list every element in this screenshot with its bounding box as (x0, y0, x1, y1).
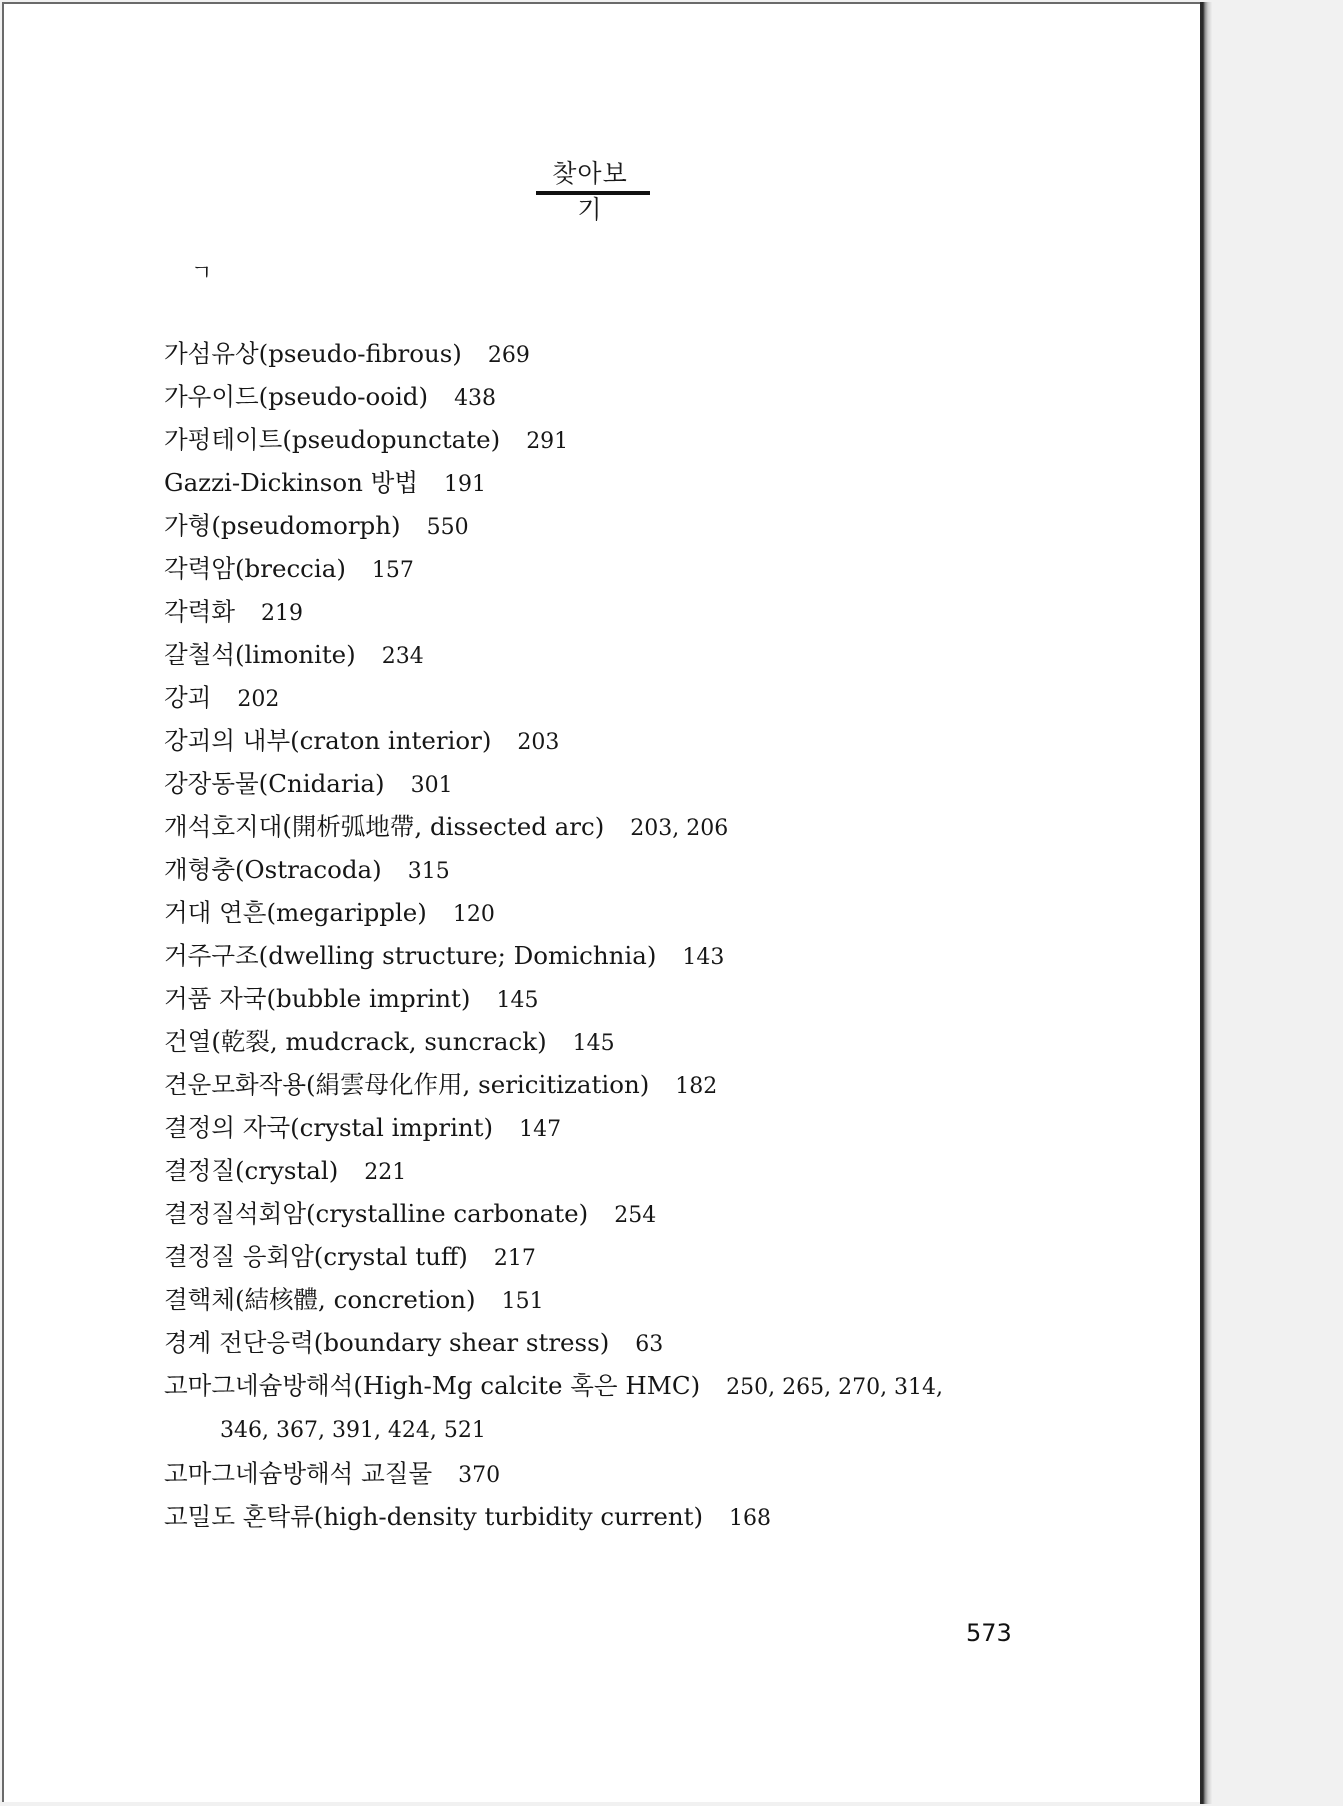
index-term: 개석호지대(開析弧地帶, dissected arc) (164, 812, 605, 841)
index-pages: 221 (364, 1160, 407, 1185)
index-pages: 219 (261, 601, 304, 626)
index-pages: 291 (526, 429, 569, 454)
index-term: 결정질(crystal) (164, 1156, 339, 1185)
index-term: 가섬유상(pseudo-fibrous) (164, 339, 462, 368)
index-pages: 438 (454, 386, 497, 411)
page-number: 573 (966, 1619, 1012, 1647)
index-entry (164, 1149, 1084, 1192)
index-pages: 269 (487, 343, 530, 368)
index-pages: 145 (572, 1031, 615, 1056)
index-entry (164, 590, 1084, 633)
index-pages: 315 (407, 859, 450, 884)
index-entry (164, 805, 1084, 848)
index-entry (164, 848, 1084, 891)
index-term: 결핵체(結核體, concretion) (164, 1285, 476, 1314)
page-title: 찾아보기 (552, 159, 628, 224)
index-term: 가우이드(pseudo-ooid) (164, 382, 429, 411)
index-pages: 168 (729, 1506, 772, 1531)
index-pages: 182 (675, 1074, 718, 1099)
index-pages: 203, 206 (630, 816, 729, 841)
index-pages: 151 (501, 1289, 544, 1314)
index-term: 거주구조(dwelling structure; Domichnia) (164, 941, 657, 970)
index-term: 고마그네슘방해석(High-Mg calcite 혹은 HMC) (164, 1371, 701, 1400)
index-term: 강괴의 내부(craton interior) (164, 726, 492, 755)
index-entry (164, 332, 1084, 375)
index-entry (164, 1063, 1084, 1106)
index-term: 개형충(Ostracoda) (164, 855, 382, 884)
index-pages-continued: 346, 367, 391, 424, 521 (220, 1418, 486, 1443)
index-term: 가펑테이트(pseudopunctate) (164, 425, 501, 454)
index-entry (164, 1106, 1084, 1149)
index-pages: 147 (519, 1117, 562, 1142)
index-term: 고밀도 혼탁류(high-density turbidity current) (164, 1502, 704, 1531)
index-term: 각력화 (164, 597, 236, 626)
index-entries (164, 332, 1084, 1538)
index-term: 경계 전단응력(boundary shear stress) (164, 1328, 610, 1357)
book-page (2, 2, 1200, 1802)
index-entry (164, 762, 1084, 805)
index-entry (164, 719, 1084, 762)
index-term: 강장동물(Cnidaria) (164, 769, 385, 798)
index-pages: 234 (381, 644, 424, 669)
index-entry (164, 1020, 1084, 1063)
index-entry (164, 1452, 1084, 1495)
index-entry (164, 1321, 1084, 1364)
index-term: 거품 자국(bubble imprint) (164, 984, 471, 1013)
index-entry (164, 676, 1084, 719)
index-entry (164, 633, 1084, 676)
index-pages: 301 (410, 773, 453, 798)
index-pages: 550 (426, 515, 469, 540)
index-term: Gazzi-Dickinson 방법 (164, 468, 418, 497)
index-pages: 157 (371, 558, 414, 583)
section-heading: ㄱ (191, 261, 213, 286)
index-entry (164, 547, 1084, 590)
index-term: 거대 연흔(megaripple) (164, 898, 427, 927)
index-term: 강괴 (164, 683, 212, 712)
index-term: 견운모화작용(絹雲母化作用, sericitization) (164, 1070, 650, 1099)
index-entry (164, 1495, 1084, 1538)
index-entry (164, 418, 1084, 461)
title-underline (536, 191, 650, 195)
index-entry (164, 891, 1084, 934)
index-term: 결정의 자국(crystal imprint) (164, 1113, 494, 1142)
index-entry (164, 504, 1084, 547)
index-term: 고마그네슘방해석 교질물 (164, 1459, 433, 1488)
index-entry (164, 375, 1084, 418)
index-term: 가형(pseudomorph) (164, 511, 401, 540)
index-term: 건열(乾裂, mudcrack, suncrack) (164, 1027, 547, 1056)
index-entry (164, 461, 1084, 504)
index-term: 갈철석(limonite) (164, 640, 356, 669)
index-pages: 250, 265, 270, 314, (726, 1375, 944, 1400)
index-entry (164, 1278, 1084, 1321)
index-entry (164, 1192, 1084, 1235)
index-entry (164, 1364, 1084, 1452)
index-pages: 120 (452, 902, 495, 927)
index-term: 결정질석회암(crystalline carbonate) (164, 1199, 589, 1228)
index-entry (164, 934, 1084, 977)
index-pages: 63 (635, 1332, 664, 1357)
index-pages: 202 (237, 687, 280, 712)
index-term: 결정질 응회암(crystal tuff) (164, 1242, 468, 1271)
index-pages: 203 (517, 730, 560, 755)
index-pages: 145 (496, 988, 539, 1013)
index-pages: 217 (493, 1246, 536, 1271)
index-entry (164, 977, 1084, 1020)
index-pages: 370 (458, 1463, 501, 1488)
index-pages: 254 (614, 1203, 657, 1228)
index-term: 각력암(breccia) (164, 554, 346, 583)
index-entry (164, 1235, 1084, 1278)
page-edge (1200, 2, 1212, 1804)
index-pages: 143 (682, 945, 725, 970)
index-pages: 191 (444, 472, 486, 497)
